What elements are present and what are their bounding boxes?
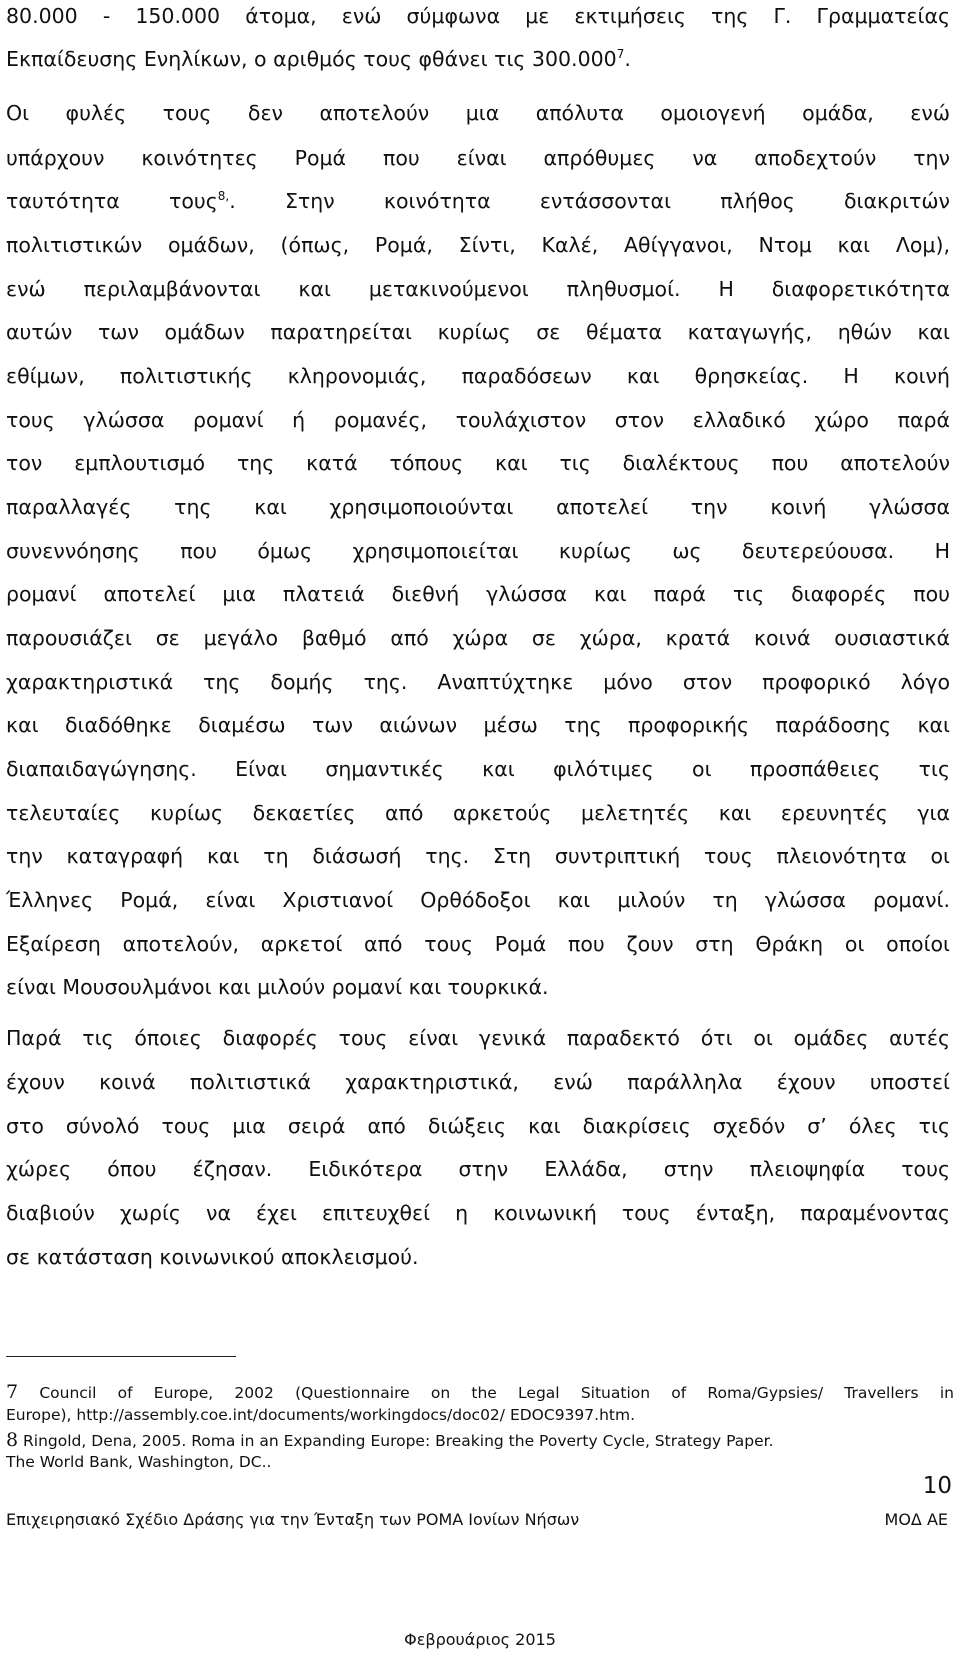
body-line: ταυτότητα τους$^{8,}$. Στην κοινότητα εντάσσονται πλήθος διακριτών (6, 189, 950, 213)
body-line: ρομανί αποτελεί μια πλατειά διεθνή γλώσσα και παρά τις διαφορές που (6, 582, 950, 606)
body-line: Εκπαίδευσης Ενηλίκων, ο αριθμός τους φθάνει τις 300.000$^7$. (6, 47, 631, 71)
body-line: Οι φυλές τους δεν αποτελούν μια απόλυτα ομοιογενή ομάδα, ενώ (6, 101, 950, 125)
body-line: συνεννόησης που όμως χρησιμοποιείται κυρίως ως δευτερεύουσα. Η (6, 539, 950, 563)
body-line: έχουν κοινά πολιτιστικά χαρακτηριστικά, ενώ παράλληλα έχουν υποστεί (6, 1070, 950, 1094)
body-line: στο σύνολό τους μια σειρά από διώξεις και διακρίσεις σχεδόν σ’ όλες τις (6, 1114, 950, 1138)
body-line: χώρες όπου έζησαν. Ειδικότερα στην Ελλάδα, στην πλειοψηφία τους (6, 1157, 950, 1181)
footer-title: Επιχειρησιακό Σχέδιο Δράσης για την Ένταξη των ΡΟΜΑ Ιονίων Νήσων (6, 1510, 580, 1529)
footnote-separator (6, 1356, 236, 1357)
body-line: πολιτιστικών ομάδων, (όπως, Ρομά, Σίντι, Καλέ, Αθίγγανοι, Ντομ και Λομ), (6, 233, 950, 257)
body-line: εθίμων, πολιτιστικής κληρονομιάς, παραδόσεων και θρησκείας. Η κοινή (6, 364, 950, 388)
body-line: διαπαιδαγώγησης. Είναι σημαντικές και φιλότιμες οι προσπάθειες τις (6, 757, 950, 781)
body-line: Εξαίρεση αποτελούν, αρκετοί από τους Ρομά που ζουν στη Θράκη οι οποίοι (6, 932, 950, 956)
body-line: χαρακτηριστικά της δομής της. Αναπτύχτηκε μόνο στον προφορικό λόγο (6, 670, 950, 694)
footnote-7: 7 Council of Europe, 2002 (Questionnaire on the Legal Situation of Roma/Gypsies/ Travellers in (6, 1381, 954, 1403)
body-line: παρουσιάζει σε μεγάλο βαθμό από χώρα σε χώρα, κρατά κοινά ουσιαστικά (6, 626, 950, 650)
body-line: Έλληνες Ρομά, είναι Χριστιανοί Ορθόδοξοι και μιλούν τη γλώσσα ρομανί. (6, 888, 950, 912)
body-line: σε κατάσταση κοινωνικού αποκλεισμού. (6, 1245, 419, 1269)
body-line: ενώ περιλαμβάνονται και μετακινούμενοι πληθυσμοί. Η διαφορετικότητα (6, 277, 950, 301)
footer-date: Φεβρουάριος 2015 (404, 1630, 556, 1649)
body-line: είναι Μουσουλμάνοι και μιλούν ρομανί και τουρκικά. (6, 975, 549, 999)
body-line: υπάρχουν κοινότητες Ρομά που είναι απρόθυμες να αποδεχτούν την (6, 146, 950, 170)
body-line: τους γλώσσα ρομανί ή ρομανές, τουλάχιστον στον ελλαδικό χώρο παρά (6, 408, 950, 432)
footnote-number: 7 (6, 1381, 19, 1403)
footer-org: ΜΟΔ ΑΕ (884, 1510, 948, 1529)
footnote-ref-7[interactable]: 7 (616, 47, 625, 62)
body-line: τον εμπλουτισμό της κατά τόπους και τις διαλέκτους που αποτελούν (6, 451, 950, 475)
body-line: διαβιούν χωρίς να έχει επιτευχθεί η κοινωνική τους ένταξη, παραμένοντας (6, 1201, 950, 1225)
footnote-number: 8 (6, 1429, 19, 1451)
body-line: Παρά τις όποιες διαφορές τους είναι γενικά παραδεκτό ότι οι ομάδες αυτές (6, 1026, 950, 1050)
body-line: την καταγραφή και τη διάσωσή της. Στη συντριπτική τους πλειονότητα οι (6, 844, 950, 868)
footnote-8: 8 Ringold, Dena, 2005. Roma in an Expanding Europe: Breaking the Poverty Cycle, Strategy Paper. (6, 1429, 774, 1451)
body-line: 80.000 - 150.000 άτομα, ενώ σύμφωνα με εκτιμήσεις της Γ. Γραμματείας (6, 4, 950, 28)
body-line: και διαδόθηκε διαμέσω των αιώνων μέσω της προφορικής παράδοσης και (6, 713, 950, 737)
footnote-7-cont[interactable]: Europe), http://assembly.coe.int/documents/workingdocs/doc02/ EDOC9397.htm. (6, 1406, 635, 1424)
page-number: 10 (922, 1473, 952, 1499)
body-line: τελευταίες κυρίως δεκαετίες από αρκετούς μελετητές και ερευνητές για (6, 801, 950, 825)
body-line: αυτών των ομάδων παρατηρείται κυρίως σε θέματα καταγωγής, ηθών και (6, 320, 950, 344)
footnote-ref-8[interactable]: 8, (217, 189, 230, 204)
footnote-8-cont: The World Bank, Washington, DC.. (6, 1453, 272, 1471)
body-line: παραλλαγές της και χρησιμοποιούνται αποτελεί την κοινή γλώσσα (6, 495, 950, 519)
